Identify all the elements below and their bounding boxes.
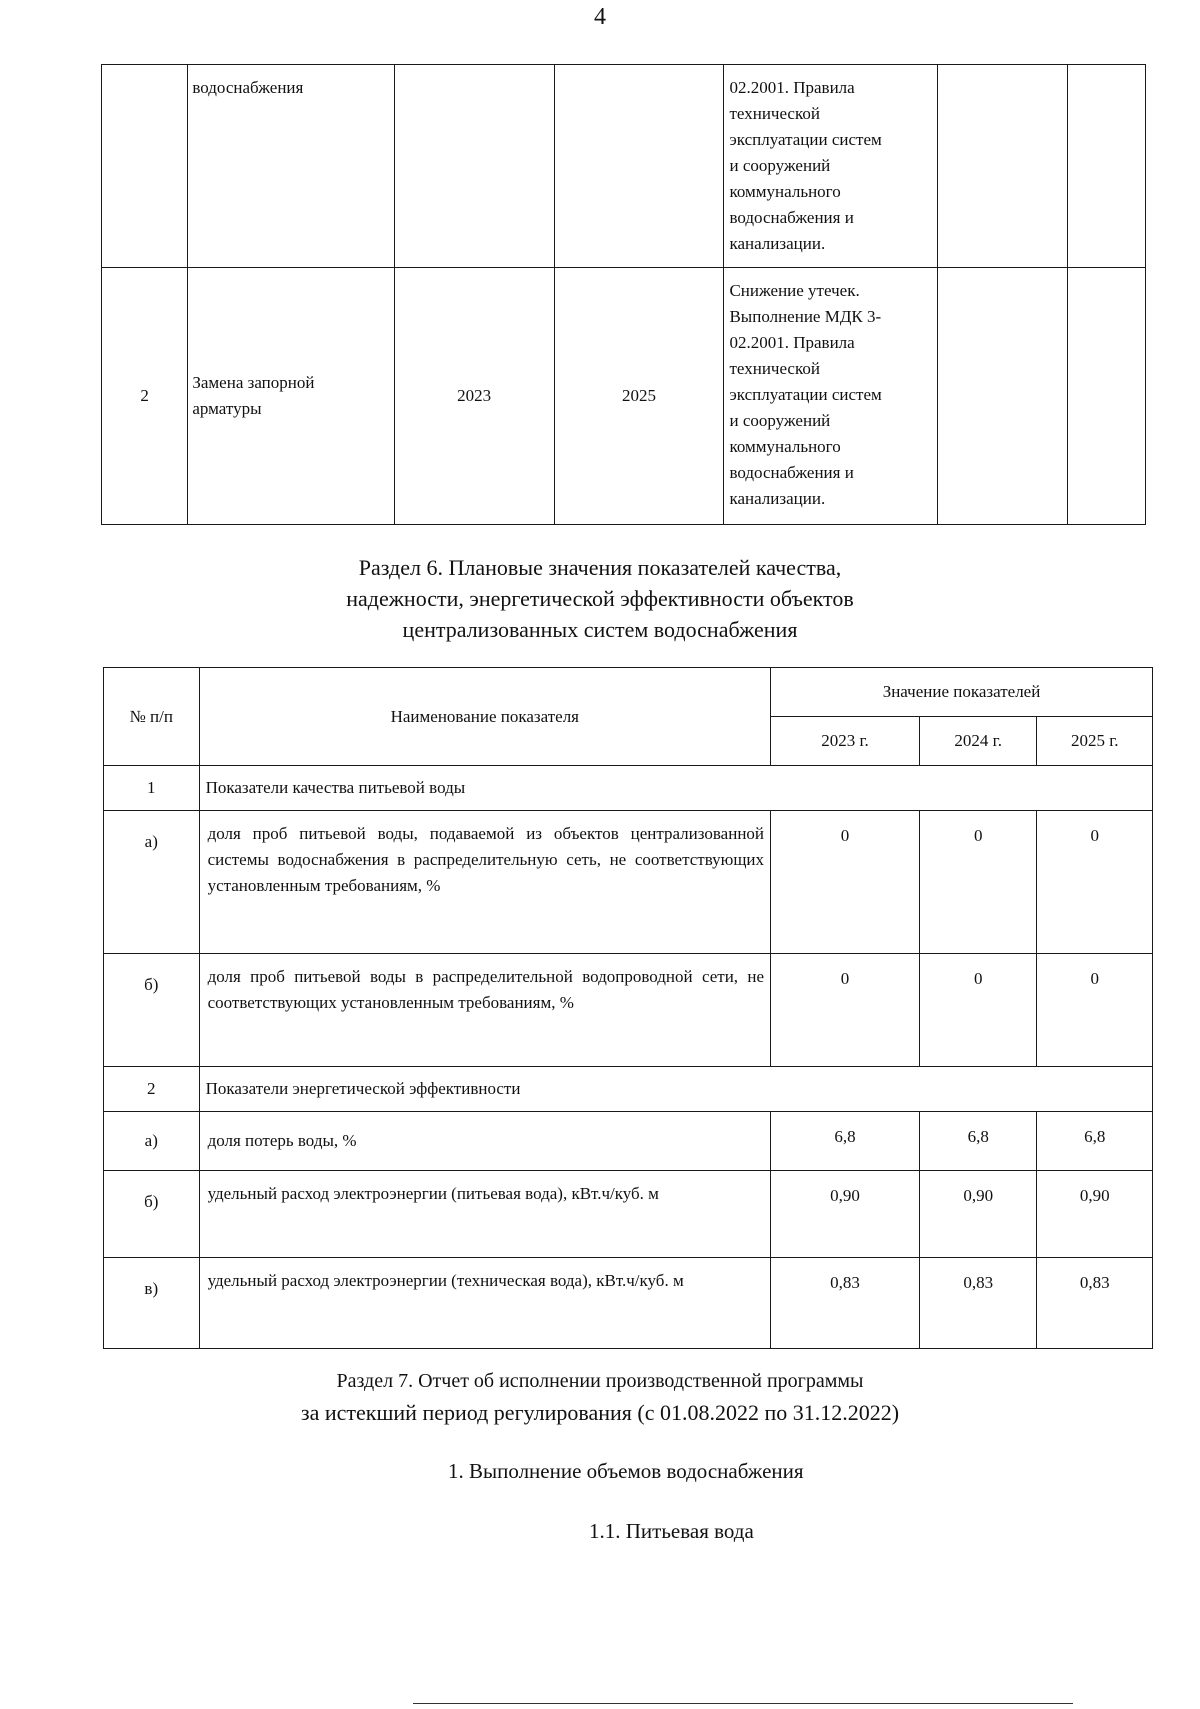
value-2023: 0 [771, 811, 920, 954]
table-row [104, 954, 1153, 1067]
measure-name: водоснабжения [188, 65, 394, 268]
group-num: 1 [104, 766, 200, 811]
section7-title-line: за истекший период регулирования (с 01.08.2022 по 31.12.2022) [300, 1400, 900, 1425]
value-2024: 0,90 [919, 1171, 1036, 1258]
goal-line: водоснабжения и [729, 208, 854, 227]
measure-goal [724, 65, 937, 268]
goal-line: эксплуатации систем [729, 385, 882, 404]
goal-line: 02.2001. Правила [729, 78, 855, 97]
goal-line: канализации. [729, 489, 826, 508]
value-2025: 0 [1037, 811, 1153, 954]
value-2024: 6,8 [919, 1112, 1036, 1171]
value-2023: 0 [771, 954, 920, 1067]
name-line: Замена запорной [192, 373, 315, 392]
subsection-1-title: 1. Выполнение объемов водоснабжения [448, 1459, 804, 1483]
value-2025: 0,90 [1037, 1171, 1153, 1258]
col-header-name: Наименование показателя [199, 668, 770, 766]
indicators-table [103, 667, 1153, 1349]
empty-cell [1067, 268, 1145, 525]
table-row [104, 1112, 1153, 1171]
measure-start-year [394, 65, 554, 268]
bottom-divider [413, 1703, 1073, 1704]
table-row [104, 1258, 1153, 1349]
value-2024: 0 [919, 954, 1036, 1067]
row-label: удельный расход электроэнергии (техническая вода), кВт.ч/куб. м [199, 1258, 770, 1349]
group-row [104, 1067, 1153, 1112]
group-label: Показатели качества питьевой воды [199, 766, 1152, 811]
page-number: 4 [594, 4, 606, 30]
goal-line: эксплуатации систем [729, 130, 882, 149]
goal-line: и сооружений [729, 411, 831, 430]
goal-line: Снижение утечек. [729, 281, 860, 300]
goal-line: и сооружений [729, 156, 831, 175]
row-num: а) [104, 811, 200, 954]
goal-line: водоснабжения и [729, 463, 854, 482]
measure-end-year: 2025 [554, 268, 724, 525]
measure-name [188, 268, 394, 525]
goal-line: технической [729, 104, 820, 123]
group-label: Показатели энергетической эффективности [199, 1067, 1152, 1112]
group-num: 2 [104, 1067, 200, 1112]
col-header-values: Значение показателей [771, 668, 1153, 717]
value-2024: 0 [919, 811, 1036, 954]
measure-end-year [554, 65, 724, 268]
section6-title-line: надежности, энергетической эффективности объектов [346, 586, 854, 611]
empty-cell [1067, 65, 1145, 268]
row-label: доля проб питьевой воды, подаваемой из объектов централизованной системы водоснабжения в распределительную сеть, не соответствующих установленным требованиям, % [199, 811, 770, 954]
goal-line: технической [729, 359, 820, 378]
subsection-1-1-title: 1.1. Питьевая вода [589, 1519, 754, 1543]
value-2025: 0 [1037, 954, 1153, 1067]
table-row [104, 811, 1153, 954]
empty-cell [937, 268, 1067, 525]
value-2025: 6,8 [1037, 1112, 1153, 1171]
measure-num: 2 [102, 268, 188, 525]
section7-title-line: Раздел 7. Отчет об исполнении производственной программы [336, 1370, 864, 1392]
empty-cell [937, 65, 1067, 268]
goal-line: 02.2001. Правила [729, 333, 855, 352]
measure-num [102, 65, 188, 268]
table-row [104, 1171, 1153, 1258]
value-2023: 0,90 [771, 1171, 920, 1258]
row-label: доля потерь воды, % [199, 1112, 770, 1171]
row-label: доля проб питьевой воды в распределительной водопроводной сети, не соответствующих установленным требованиям, % [199, 954, 770, 1067]
row-num: в) [104, 1258, 200, 1349]
goal-line: канализации. [729, 234, 826, 253]
row-num: а) [104, 1112, 200, 1171]
row-num: б) [104, 1171, 200, 1258]
col-header-year: 2023 г. [771, 717, 920, 766]
table-row [102, 65, 1146, 268]
table-header-row [104, 668, 1153, 717]
section6-title-line: Раздел 6. Плановые значения показателей качества, [358, 555, 842, 580]
measure-goal [724, 268, 937, 525]
row-label: удельный расход электроэнергии (питьевая вода), кВт.ч/куб. м [199, 1171, 770, 1258]
value-2023: 0,83 [771, 1258, 920, 1349]
section7-title [0, 1366, 1200, 1428]
goal-line: Выполнение МДК 3- [729, 307, 882, 326]
col-header-year: 2025 г. [1037, 717, 1153, 766]
row-num: б) [104, 954, 200, 1067]
section6-title [0, 552, 1200, 645]
name-line: арматуры [192, 399, 262, 418]
value-2024: 0,83 [919, 1258, 1036, 1349]
goal-line: коммунального [729, 182, 841, 201]
value-2025: 0,83 [1037, 1258, 1153, 1349]
measures-table [101, 64, 1146, 525]
table-row [102, 268, 1146, 525]
measure-start-year: 2023 [394, 268, 554, 525]
col-header-num: № п/п [104, 668, 200, 766]
goal-line: коммунального [729, 437, 841, 456]
section6-title-line: централизованных систем водоснабжения [402, 617, 798, 642]
value-2023: 6,8 [771, 1112, 920, 1171]
col-header-year: 2024 г. [919, 717, 1036, 766]
group-row [104, 766, 1153, 811]
